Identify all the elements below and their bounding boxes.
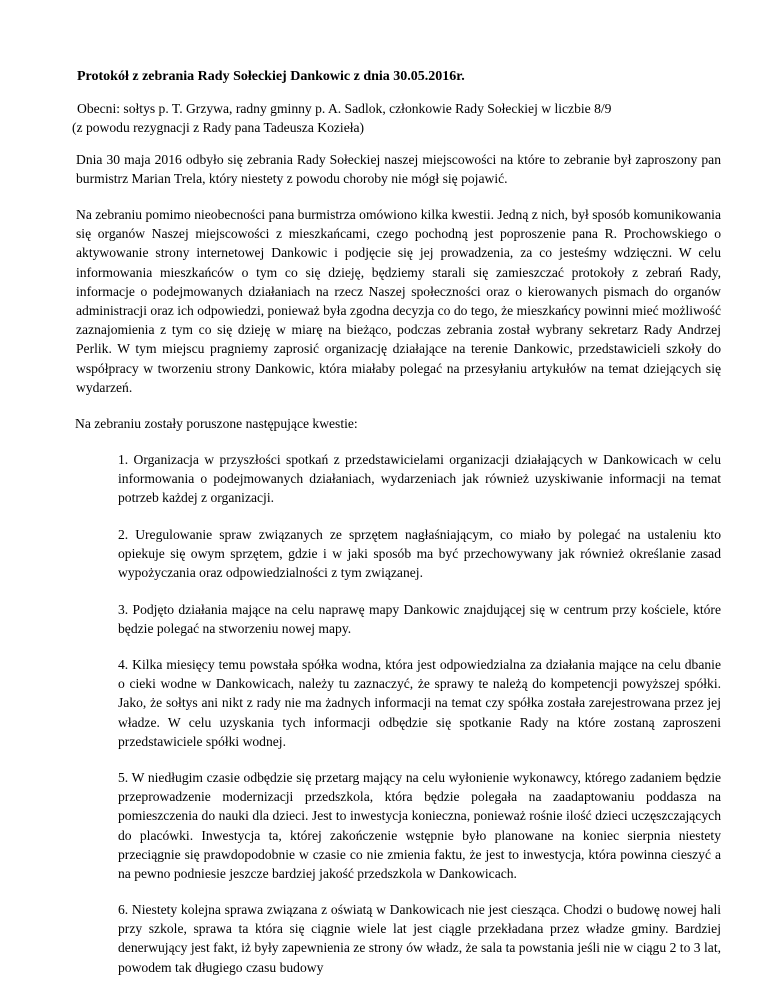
list-intro: Na zebraniu zostały poruszone następujące kwestie: [75, 416, 358, 431]
attendance-note: (z powodu rezygnacji z Rady pana Tadeusza Kozieła) [72, 120, 365, 135]
attendance-line: Obecni: sołtys p. T. Grzywa, radny gminny p. A. Sadlok, członkowie Rady Sołeckiej w liczbie 8/9 [77, 101, 612, 116]
paragraph-meeting: Dnia 30 maja 2016 odbyło się zebrania Rady Sołeckiej naszej miejscowości na które to zebranie był zaproszony pan burmistrz Marian Trela, który niestety z powodu choroby nie mógł się pojawić. [76, 152, 721, 187]
attendance-block [72, 99, 722, 137]
document-title: Protokół z zebrania Rady Sołeckiej Dankowic z dnia 30.05.2016r. [77, 69, 465, 84]
paragraph-discussion: Na zebraniu pomimo nieobecności pana burmistrza omówiono kilka kwestii. Jedną z nich, był sposób komunikowania się organów Naszej miejscowości z mieszkańcami, czego pochodną jest poproszenie pana R. Prochowskiego o aktywowanie strony internetowej Dankowic i podjęcie się jej prowadzenia, za co jesteśmy wdzięczni. W celu informowania mieszkańców o tym co się dzieję, będziemy starali się zamieszczać protokoły z zebrań Rady, informacje o podejmowanych działaniach na rzecz Naszej społeczności oraz o kierowanych pismach do organów administracji oraz ich odpowiedzi, ponieważ była zgodna decyzja co do tego, że mieszkańcy powinni mieć możliwość zaznajomienia z tym co się dzieję w miarę na bieżąco, podczas zebrania został wybrany sekretarz Rady Andrzej Perlik. W tym miejscu pragniemy zaprosić organizację działające na terenie Dankowic, przedstawicieli szkoły do współpracy w tworzeniu strony Dankowic, która miałaby polegać na przesyłaniu artykułów na temat dziejących się wydarzeń. [76, 207, 721, 395]
list-item-5: 5. W niedługim czasie odbędzie się przetarg mający na celu wyłonienie wykonawcy, którego zadaniem będzie przeprowadzenie modernizacji przedszkola, która będzie polegała na zaadaptowaniu poddasza na pomieszczenia do nauki dla dzieci. Jest to inwestycja konieczna, ponieważ rośnie ilość dzieci uczęszczających do placówki. Inwestycja ta, której zakończenie wstępnie było planowane na koniec sierpnia niestety przeciągnie się prawdopodobnie w czasie co nie zmienia faktu, że jest to inwestycja, która powinna cieszyć a na pewno podniesie jeszcze bardziej jakość przedszkola w Dankowicach. [118, 770, 721, 882]
list-item-1: 1. Organizacja w przyszłości spotkań z przedstawicielami organizacji działających w Dankowicach w celu informowania o podejmowanych działaniach, wydarzeniach jak również uzyskiwanie informacji na temat potrzeb każdej z organizacji. [118, 452, 721, 506]
list-item-6: 6. Niestety kolejna sprawa związana z oświatą w Dankowicach nie jest ciesząca. Chodzi o budowę nowej hali przy szkole, sprawa ta która się ciągnie wiele lat jest ciągle przekładana przez władze gminy. Bardziej denerwujący jest fakt, iż były zapewnienia ze strony ów władz, że sala ta powstania jeśli nie w ciągu 2 to 3 lat, powodem tak długiego czasu budowy [118, 902, 721, 975]
list-item-3: 3. Podjęto działania mające na celu naprawę mapy Dankowic znajdującej się w centrum przy kościele, które będzie polegać na stworzeniu nowej mapy. [118, 602, 721, 637]
list-item-2: 2. Uregulowanie spraw związanych ze sprzętem nagłaśniającym, co miało by polegać na ustaleniu kto opiekuje się owym sprzętem, gdzie i w jaki sposób ma być przechowywany jak również określanie zasad wypożyczania oraz odpowiedzialności z tym związanej. [118, 527, 721, 581]
list-item-4: 4. Kilka miesięcy temu powstała spółka wodna, która jest odpowiedzialna za działania mające na celu dbanie o cieki wodne w Dankowicach, należy tu zaznaczyć, że sprawy te należą do kompetencji powyższej spółki. Jako, że sołtys ani nikt z rady nie ma żadnych informacji na temat czy spółka została zarejestrowana przez jej władze. W celu uzyskania tych informacji odbędzie się spotkanie Rady na które zostaną zaproszeni przedstawiciele spółki wodnej. [118, 657, 721, 749]
